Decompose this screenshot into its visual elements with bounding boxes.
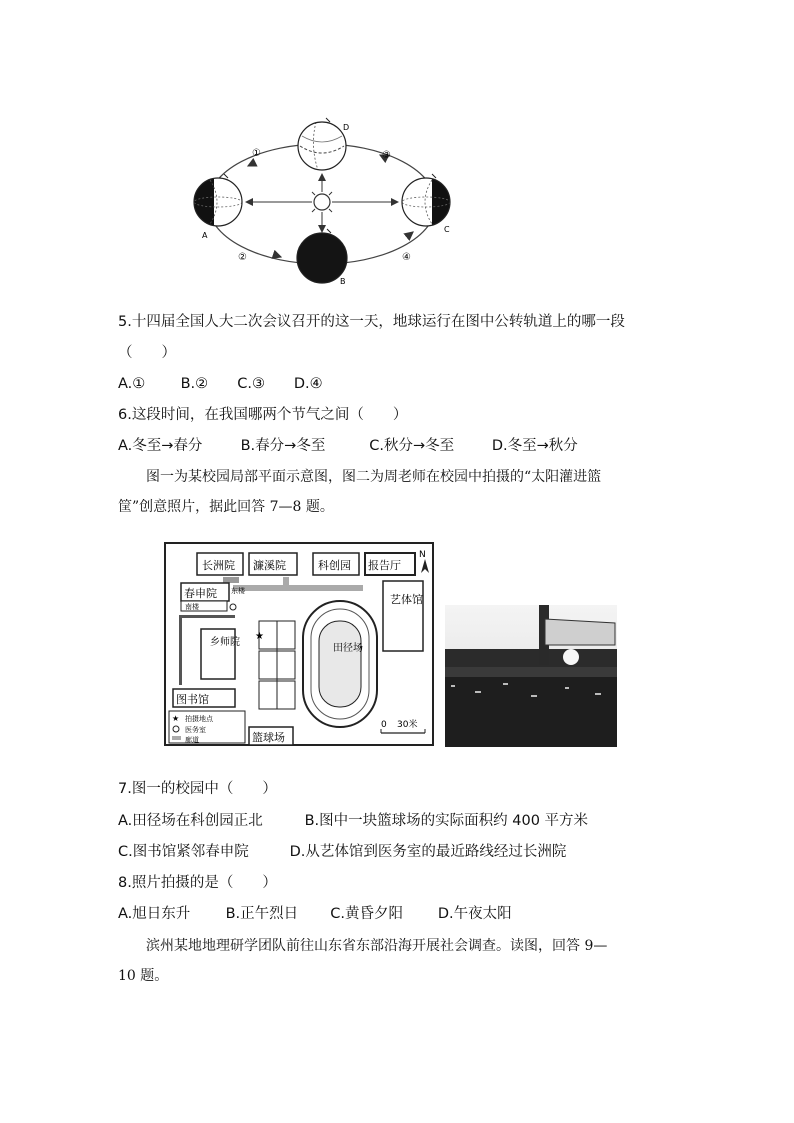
sun-icon — [308, 188, 336, 216]
building-donglou: 东楼 — [231, 587, 245, 595]
sun-basket-photo — [445, 605, 617, 747]
q5-option-a[interactable]: A.① — [118, 376, 146, 392]
q6-option-b[interactable]: B.春分→冬至 — [240, 438, 326, 454]
clinic-marker-icon — [230, 604, 236, 610]
q5-option-c[interactable]: C.③ — [237, 376, 265, 392]
label-b: B — [340, 277, 346, 286]
building-basketball: 篮球场 — [252, 731, 285, 744]
q8-option-d[interactable]: D.午夜太阳 — [437, 906, 512, 922]
q5-option-b[interactable]: B.② — [180, 376, 209, 392]
question-5-paren: （ ） — [118, 345, 176, 361]
question-6-stem: 6.这段时间，在我国哪两个节气之间（ ） — [118, 407, 408, 423]
building-lianxi: 濂溪院 — [253, 559, 286, 572]
question-5-stem: 5.十四届全国人大二次会议召开的这一天，地球运行在图中公转轨道上的哪一段 — [118, 314, 625, 330]
svg-text:★: ★ — [172, 714, 180, 723]
segment-2-label: ② — [238, 252, 247, 263]
q7-option-c[interactable]: C.图书馆紧邻春申院 — [118, 844, 249, 860]
building-changzhou: 长洲院 — [202, 559, 235, 572]
legend-clinic: 医务室 — [185, 726, 206, 734]
intro-7-8-line2: 筐”创意照片，据此回答 7—8 题。 — [118, 499, 334, 515]
q6-option-c[interactable]: C.秋分→冬至 — [369, 438, 455, 454]
question-7-options-row2 — [118, 842, 566, 862]
building-library: 图书馆 — [176, 693, 209, 706]
north-label: N — [419, 550, 426, 560]
earth-orbit-diagram — [180, 108, 460, 288]
building-yiti: 艺体馆 — [390, 593, 423, 606]
q8-option-b[interactable]: B.正午烈日 — [225, 906, 299, 922]
intro-9-10-line2: 10 题。 — [118, 968, 169, 984]
question-8-options — [118, 904, 512, 924]
segment-1-label: ① — [252, 148, 261, 159]
legend-shoot: 拍摄地点 — [185, 715, 213, 723]
q6-option-a[interactable]: A.冬至→春分 — [118, 438, 203, 454]
question-5-options — [118, 374, 323, 394]
q5-option-d[interactable]: D.④ — [293, 376, 323, 392]
question-8-stem: 8.照片拍摄的是（ ） — [118, 875, 277, 891]
building-chunshen: 春申院 — [184, 587, 217, 600]
intro-7-8-line1: 图一为某校园局部平面示意图，图二为周老师在校园中拍摄的“太阳灌进篮 — [146, 469, 602, 485]
question-7-options-row1 — [118, 811, 588, 831]
q7-option-a[interactable]: A.田径场在科创园正北 — [118, 813, 263, 829]
q7-option-d[interactable]: D.从艺体馆到医务室的最近路线经过长洲院 — [289, 844, 567, 860]
legend-corridor: 廊道 — [185, 736, 199, 744]
campus-plan-map — [163, 541, 435, 747]
segment-3-label: ③ — [382, 150, 391, 161]
building-nanlou: 南楼 — [185, 603, 199, 611]
question-6-options — [118, 436, 578, 456]
label-d: D — [343, 123, 350, 132]
q8-option-a[interactable]: A.旭日东升 — [118, 906, 191, 922]
q6-option-d[interactable]: D.冬至→秋分 — [491, 438, 578, 454]
building-xiangshi: 乡师院 — [210, 637, 240, 648]
scale-zero: 0 — [381, 720, 387, 730]
earth-position-b — [297, 229, 347, 283]
q8-option-c[interactable]: C.黄昏夕阳 — [330, 906, 403, 922]
intro-9-10-line1: 滨州某地地理研学团队前往山东省东部沿海开展社会调查。读图，回答 9— — [146, 938, 608, 954]
building-baogaoting: 报告厅 — [368, 559, 401, 572]
scale-label: 30米 — [397, 720, 418, 730]
shoot-location-icon: ★ — [255, 631, 264, 642]
label-a: A — [202, 231, 208, 240]
field-tianjing: 田径场 — [333, 643, 363, 654]
segment-4-label: ④ — [402, 252, 411, 263]
question-7-stem: 7.图一的校园中（ ） — [118, 781, 277, 797]
building-kechuang: 科创园 — [318, 559, 351, 572]
label-c: C — [444, 225, 450, 234]
q7-option-b[interactable]: B.图中一块篮球场的实际面积约 400 平方米 — [304, 813, 589, 829]
